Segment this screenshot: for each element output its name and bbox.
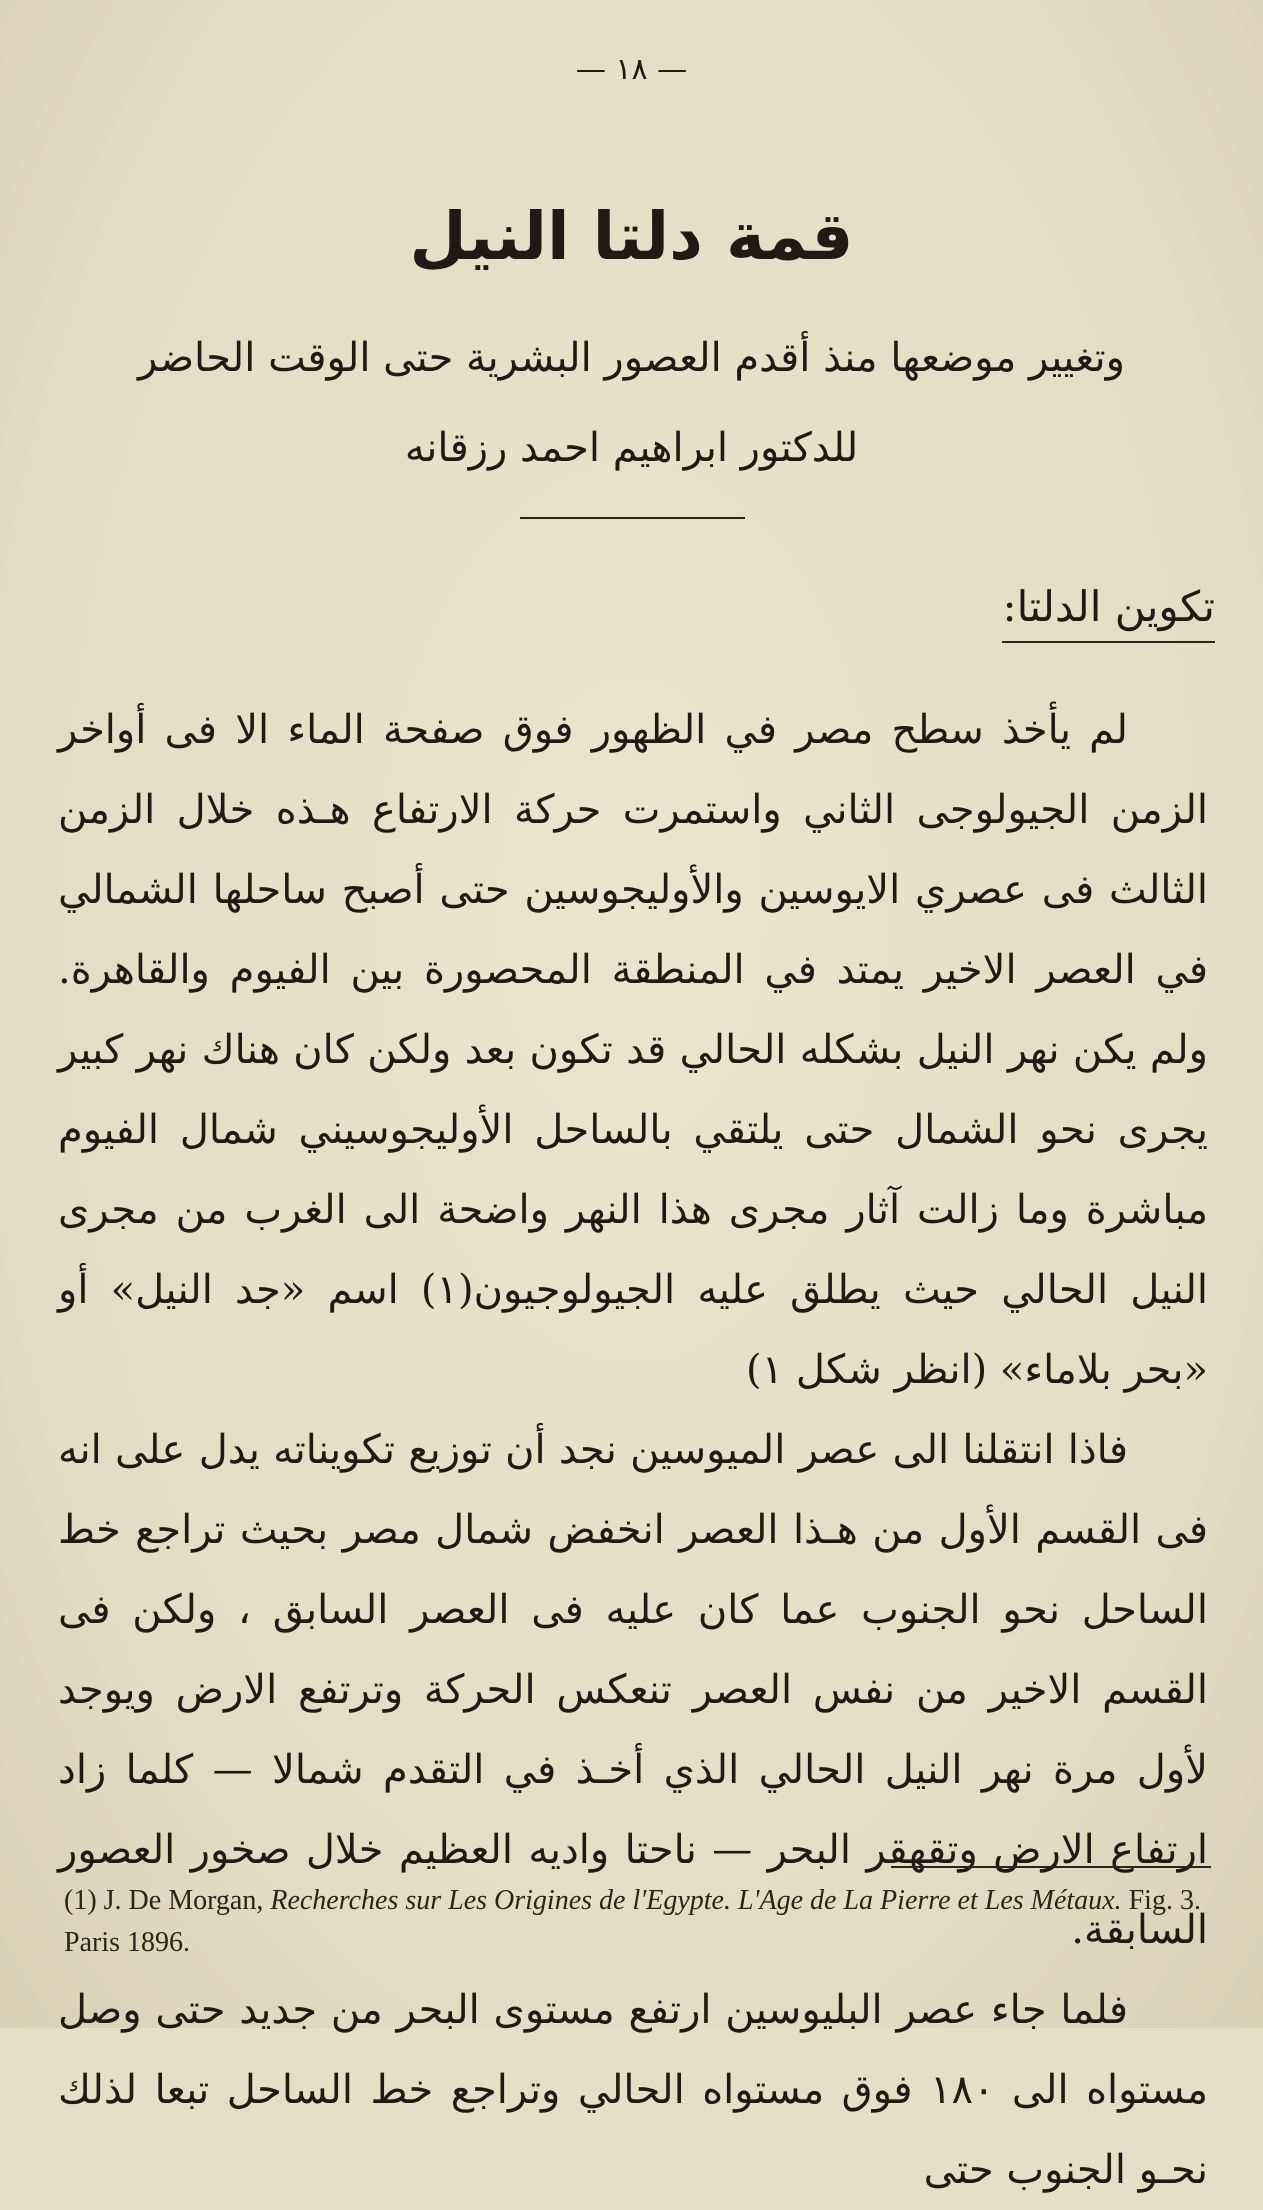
article-subtitle: وتغيير موضعها منذ أقدم العصور البشرية حتى الوقت الحاضر xyxy=(138,335,1125,381)
paragraph-2: فاذا انتقلنا الى عصر الميوسين نجد أن توزيع تكويناته يدل على انه فى القسم الأول من هـذا العصر انخفض شمال مصر بحيث تراجع خط الساحل نحو الجنوب عما كان عليه فى العصر السابق ، ولكن فى القسم الاخير من نفس العصر تنعكس الحركة وترتفع الارض ويوجد لأول مرة نهر النيل الحالي الذي أخـذ في التقدم شمالا — كلما زاد ارتفاع الارض وتقهقر البحر — ناحتا واديه العظيم خلال صخور العصور السابقة. xyxy=(58,1427,1208,1953)
article-title: قمة دلتا النيل xyxy=(409,198,854,275)
paragraph-3: فلما جاء عصر البليوسين ارتفع مستوى البحر من جديد حتى وصل مستواه الى ١٨٠ فوق مستواه الحالي وتراجع خط الساحل تبعا لذلك نحـو الجنوب حتى xyxy=(58,1987,1208,2193)
footnote xyxy=(64,1880,1214,1964)
article-author: للدكتور ابراهيم احمد رزقانه xyxy=(404,425,859,471)
page-number: — ١٨ — xyxy=(575,52,688,87)
footnote-divider xyxy=(891,1866,1211,1868)
footnote-suffix: Fig. 3. Paris 1896. xyxy=(64,1885,1201,1958)
footnote-prefix: (1) J. De Morgan, xyxy=(64,1885,271,1916)
paragraph-1: لم يأخذ سطح مصر في الظهور فوق صفحة الماء الا فى أواخر الزمن الجيولوجى الثاني واستمرت حركة الارتفاع هـذه خلال الزمن الثالث فى عصري الايوسين والأوليجوسين حتى أصبح ساحلها الشمالي في العصر الاخير يمتد في المنطقة المحصورة بين الفيوم والقاهرة. ولم يكن نهر النيل بشكله الحالي قد تكون بعد ولكن كان هناك نهر كبير يجرى نحو الشمال حتى يلتقي بالساحل الأوليجوسيني شمال الفيوم مباشرة وما زالت آثار مجرى هذا النهر واضحة الى الغرب من مجرى النيل الحالي حيث يطلق عليه الجيولوجيون(١) اسم «جد النيل» أو «بحر بلاماء» (انظر شكل ١) xyxy=(58,707,1209,1393)
body-text xyxy=(58,690,1208,2210)
title-divider xyxy=(520,517,745,519)
section-heading: تكوين الدلتا: xyxy=(1002,582,1215,643)
footnote-title: Recherches sur Les Origines de l'Egypte. L'Age de La Pierre et Les Métaux. xyxy=(270,1885,1122,1916)
